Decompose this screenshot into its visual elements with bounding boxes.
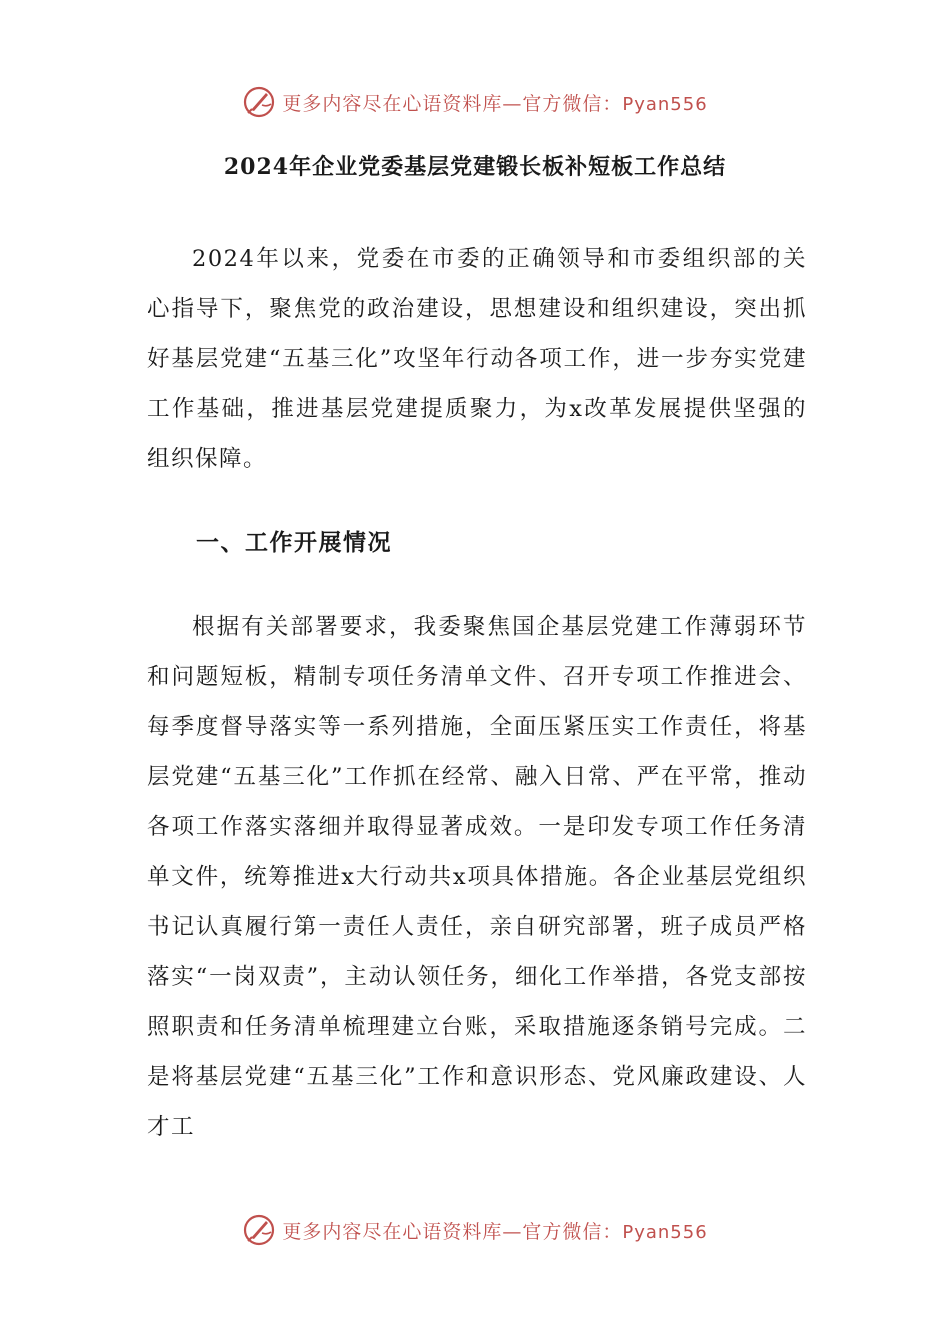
banner-wechat-id: Pyan556 (622, 1221, 708, 1243)
footer-watermark-banner (0, 1210, 950, 1250)
banner-text: 更多内容尽在心语资料库—官方微信：Pyan556 (282, 1220, 708, 1243)
header-watermark-banner (0, 82, 950, 122)
quill-pen-logo-icon (242, 85, 276, 119)
quill-pen-logo-icon (242, 1213, 276, 1247)
banner-wechat-id: Pyan556 (622, 93, 708, 115)
document-title: 2024年企业党委基层党建锻长板补短板工作总结 (223, 154, 727, 180)
banner-text: 更多内容尽在心语资料库—官方微信：Pyan556 (282, 92, 708, 115)
section-body-paragraph: 根据有关部署要求，我委聚焦国企基层党建工作薄弱环节和问题短板，精制专项任务清单文件、召开专项工作推进会、每季度督导落实等一系列措施，全面压紧压实工作责任，将基层党建“五基三化”工作抓在经常、融入日常、严在平常，推动各项工作落实落细并取得显著成效。一是印发专项工作任务清单文件，统筹推进x大行动共x项具体措施。各企业基层党组织书记认真履行第一责任人责任，亲自研究部署，班子成员严格落实“一岗双责”，主动认领任务，细化工作举措，各党支部按照职责和任务清单梳理建立台账，采取措施逐条销号完成。二是将基层党建“五基三化”工作和意识形态、党风廉政建设、人才工 (147, 614, 807, 1140)
intro-paragraph: 2024年以来，党委在市委的正确领导和市委组织部的关心指导下，聚焦党的政治建设，思想建设和组织建设，突出抓好基层党建“五基三化”攻坚年行动各项工作，进一步夯实党建工作基础，推进基层党建提质聚力，为x改革发展提供坚强的组织保障。 (147, 246, 807, 472)
section-heading: 一、工作开展情况 (196, 529, 392, 556)
